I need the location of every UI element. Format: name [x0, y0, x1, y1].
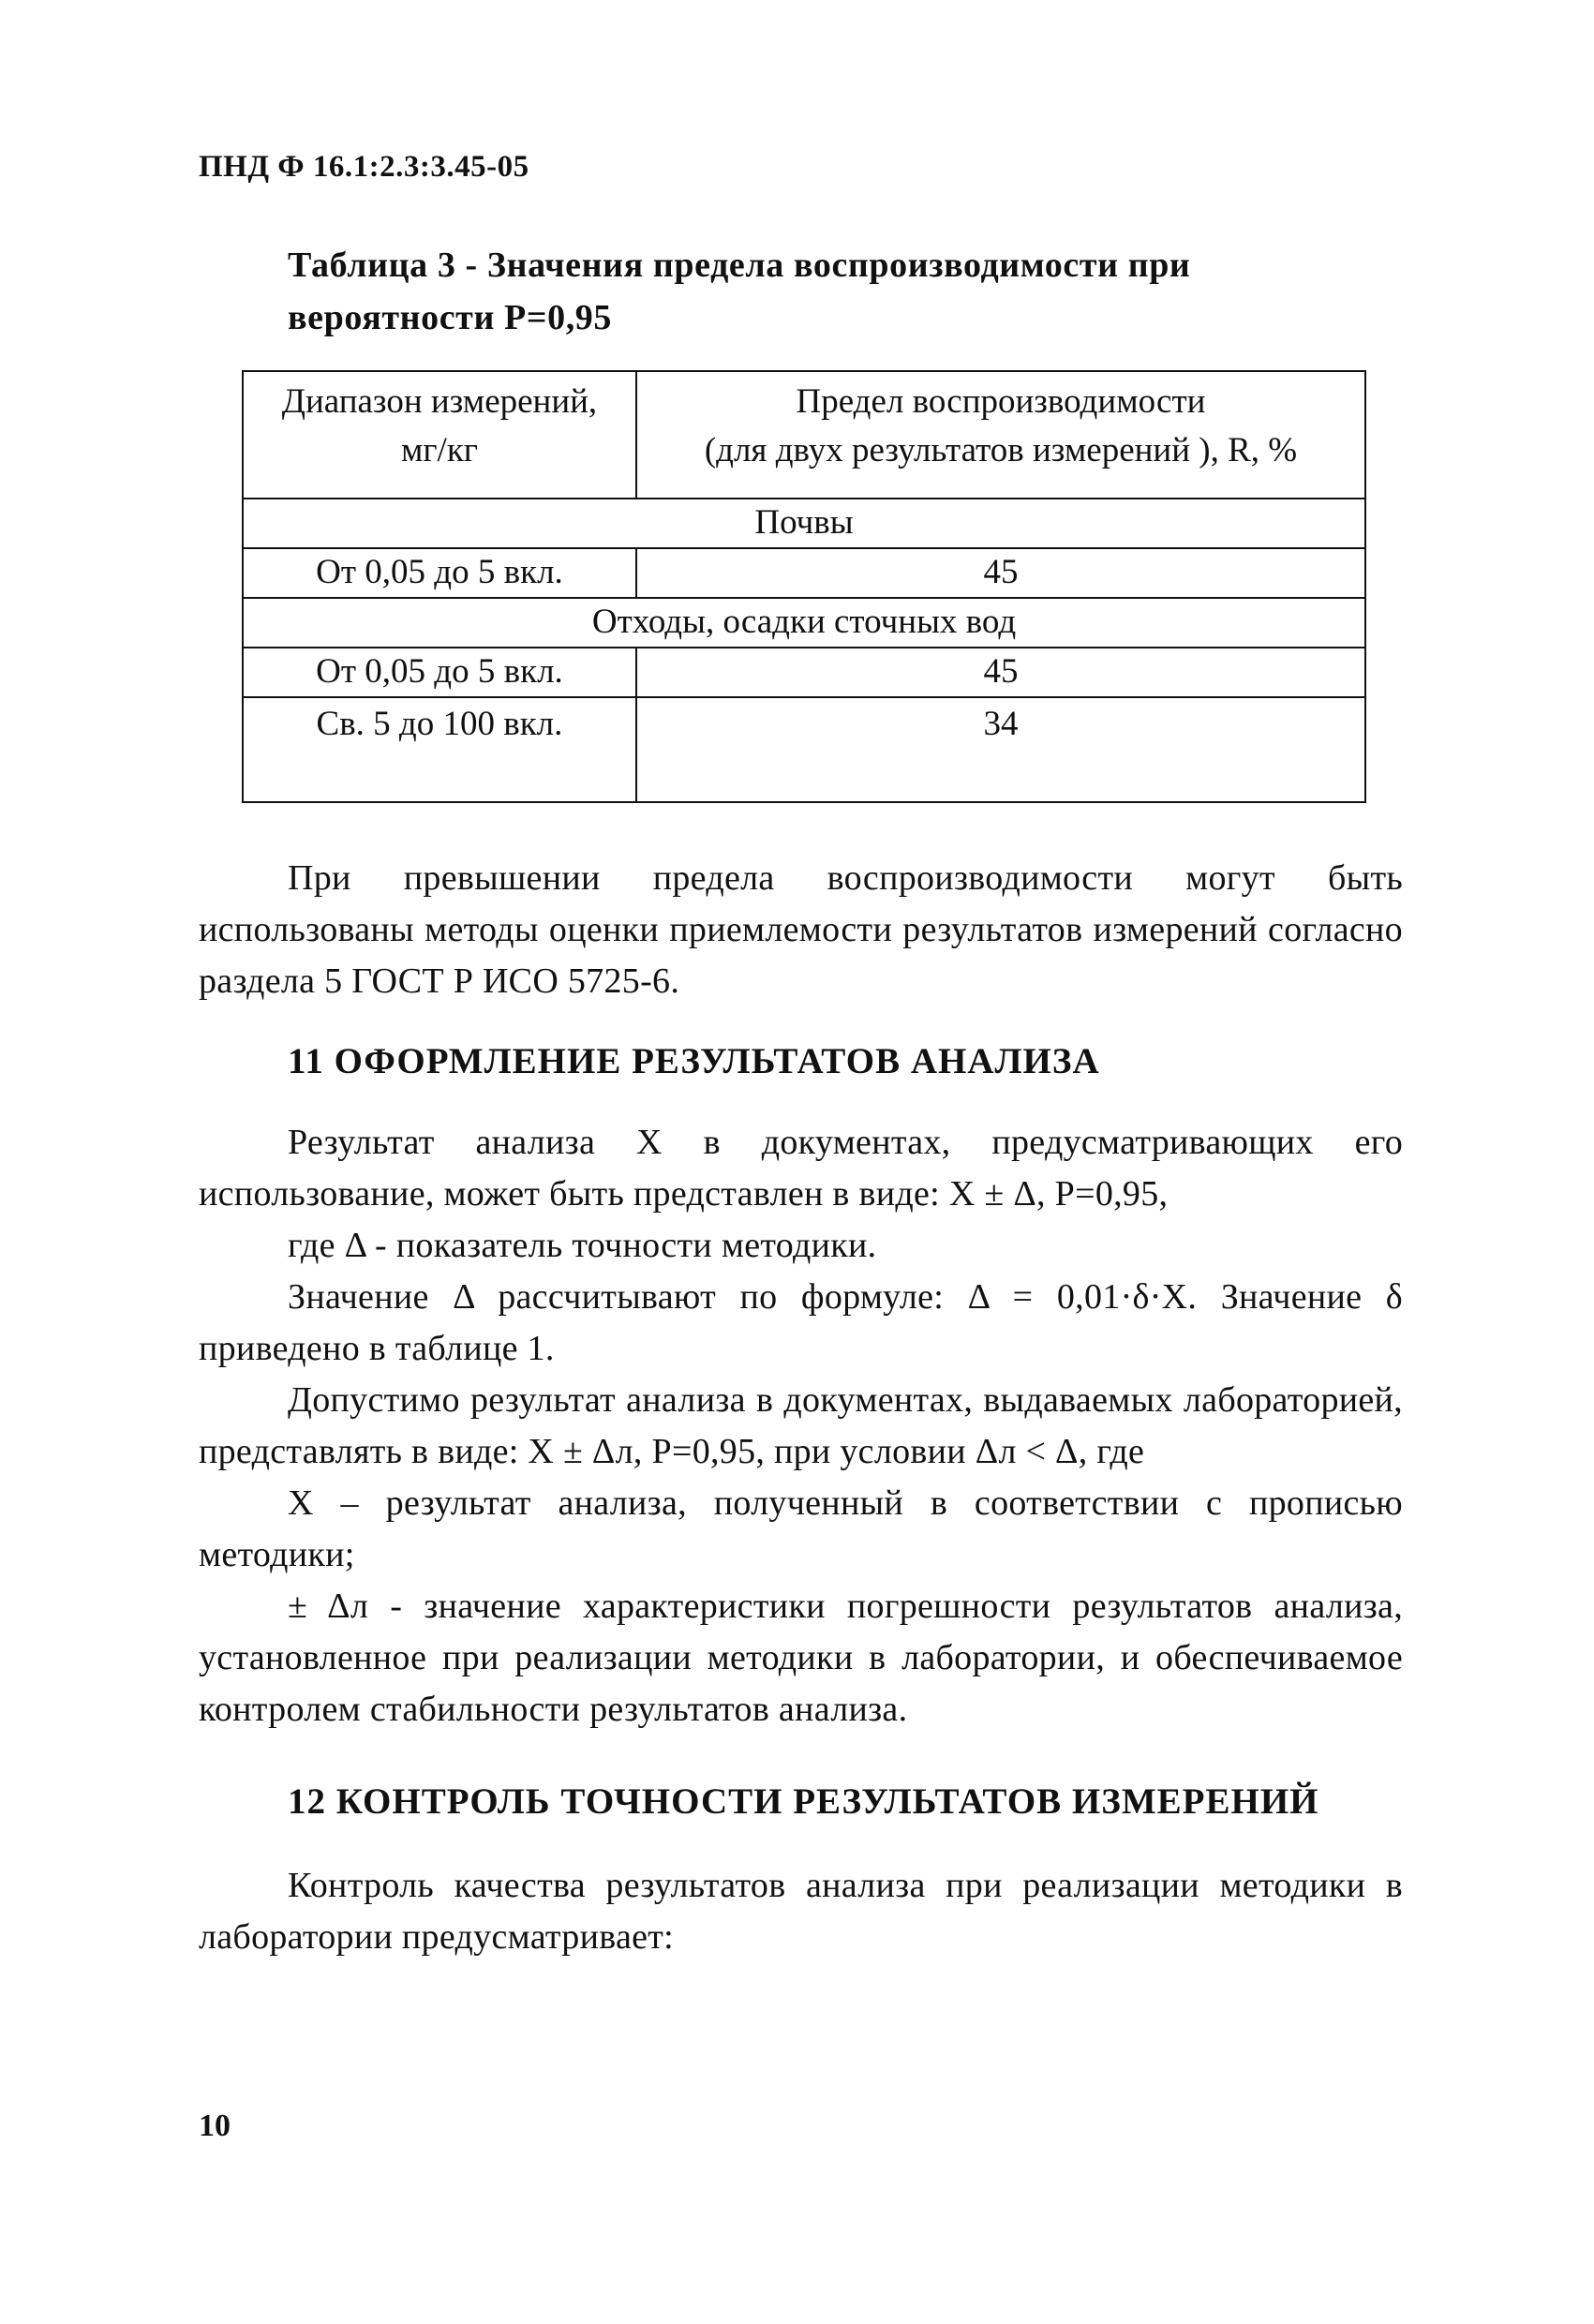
section-11-paragraph-3: Значение Δ рассчитывают по формуле: Δ = 0,01·δ·X. Значение δ приведено в таблице 1. [199, 1277, 1403, 1368]
reproducibility-note-block [199, 853, 1403, 1007]
section-title-soils: Почвы [243, 499, 1365, 548]
table-header-row [243, 371, 1365, 499]
table-caption [288, 239, 1365, 344]
section-12-paragraph-1: Контроль качества результатов анализа при реализации методики в лаборатории предусматривает: [199, 1866, 1403, 1957]
section-title-waste: Отходы, осадки сточных вод [243, 598, 1365, 648]
cell-range: Св. 5 до 100 вкл. [243, 697, 636, 802]
header-limit-line-2: (для двух результатов измерений ), R, % [704, 431, 1298, 469]
section-11-paragraph-6: ± Δл - значение характеристики погрешности результатов анализа, установленное при реализации методики в лаборатории, и обеспечиваемое контролем стабильности результатов анализа. [199, 1587, 1403, 1729]
cell-value: 45 [636, 648, 1365, 697]
section-11-paragraph-4: Допустимо результат анализа в документах, выдаваемых лабораторией, представлять в виде: X ± Δл, Р=0,95, при условии Δл < Δ, где [199, 1380, 1403, 1471]
table-row [243, 697, 1365, 802]
section-11-paragraph-1: Результат анализа X в документах, предусматривающих его использование, может быть представлен в виде: X ± Δ, Р=0,95, [199, 1123, 1403, 1214]
cell-value: 45 [636, 548, 1365, 598]
section-11-body [199, 1117, 1403, 1736]
header-cell-limit [636, 371, 1365, 499]
reproducibility-table [242, 370, 1366, 803]
table-caption-line-2: вероятности Р=0,95 [288, 298, 613, 337]
header-range-line-1: Диапазон измерений, [281, 382, 598, 421]
section-11-paragraph-5: X – результат анализа, полученный в соответствии с прописью методики; [199, 1483, 1403, 1574]
header-range-line-2: мг/кг [400, 431, 478, 469]
section-11-heading: 11 ОФОРМЛЕНИЕ РЕЗУЛЬТАТОВ АНАЛИЗА [288, 1041, 1100, 1081]
table-row [243, 648, 1365, 697]
table-section-row [243, 499, 1365, 548]
document-code: ПНД Ф 16.1:2.3:3.45-05 [199, 150, 529, 184]
section-12-heading: 12 КОНТРОЛЬ ТОЧНОСТИ РЕЗУЛЬТАТОВ ИЗМЕРЕНИЙ [288, 1781, 1319, 1822]
table-section-row [243, 598, 1365, 648]
cell-range: От 0,05 до 5 вкл. [243, 648, 636, 697]
cell-value: 34 [636, 697, 1365, 802]
section-11-paragraph-2: где Δ - показатель точности методики. [288, 1226, 877, 1265]
header-limit-line-1: Предел воспроизводимости [796, 382, 1206, 421]
header-cell-range [243, 371, 636, 499]
cell-range: От 0,05 до 5 вкл. [243, 548, 636, 598]
section-12-body [199, 1860, 1403, 1963]
table-row [243, 548, 1365, 598]
reproducibility-note: При превышении предела воспроизводимости могут быть использованы методы оценки приемлемости результатов измерений согласно раздела 5 ГОСТ Р ИСО 5725-6. [199, 858, 1403, 1001]
page-number: 10 [199, 2108, 231, 2143]
table-caption-line-1: Таблица 3 - Значения предела воспроизводимости при [288, 246, 1191, 285]
